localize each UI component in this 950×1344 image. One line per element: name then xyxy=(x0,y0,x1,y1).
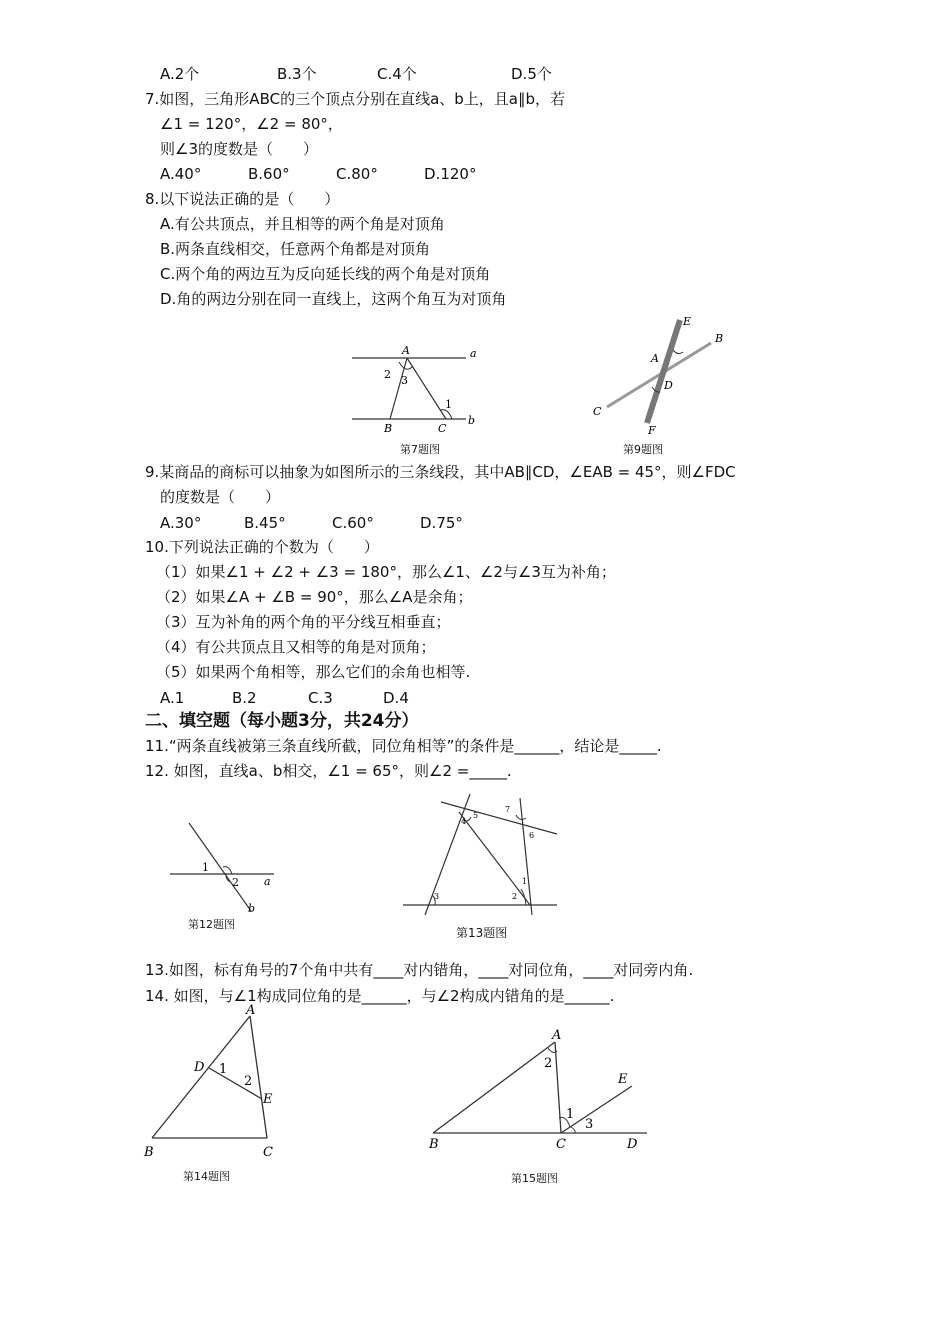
fig9-label-E: E xyxy=(683,315,692,328)
fig9-angle-a-arc xyxy=(673,350,683,354)
q10-item-2: （2）如果∠A + ∠B = 90°，那么∠A是余角； xyxy=(156,588,473,606)
fig9-label-C: C xyxy=(593,405,602,418)
fig13-line-left xyxy=(425,794,470,915)
q10-stem: 10.下列说法正确的个数为（ ） xyxy=(145,538,379,556)
q6-option-b: B.3个 xyxy=(277,65,317,83)
q9-option-d: D.75° xyxy=(420,514,463,532)
q7-stem-line2: ∠1 = 120°，∠2 = 80°， xyxy=(160,115,343,133)
q8-option-b: B.两条直线相交，任意两个角都是对顶角 xyxy=(160,240,431,258)
q10-item-1: （1）如果∠1 + ∠2 + ∠3 = 180°，那么∠1、∠2与∠3互为补角； xyxy=(156,563,616,581)
fig15-label-C: C xyxy=(556,1137,566,1152)
figure-15 xyxy=(425,1020,655,1160)
q7-options xyxy=(160,164,476,184)
fig7-side-ab xyxy=(390,358,407,419)
figure-12 xyxy=(160,815,290,915)
fig15-label-D: D xyxy=(627,1137,638,1152)
fig13-label-1: 1 xyxy=(522,877,528,886)
q9-options xyxy=(160,513,463,533)
fig7-label-a: a xyxy=(470,347,477,360)
q7-option-a: A.40° xyxy=(160,165,202,183)
fig14-label-C: C xyxy=(263,1145,273,1160)
fig14-segment-de xyxy=(209,1068,262,1099)
fig9-label-A: A xyxy=(651,352,659,365)
q6-options xyxy=(160,64,552,84)
q13: 13.如图，标有角号的7个角中共有____对内错角，____对同位角，____对同旁内角. xyxy=(145,961,694,979)
fig14-label-B: B xyxy=(144,1145,154,1160)
fig7-caption: 第7题图 xyxy=(400,443,440,456)
fig9-line-ef xyxy=(647,320,680,423)
fig13-label-6: 6 xyxy=(529,831,535,840)
q10-option-c: C.3 xyxy=(308,689,333,707)
q9-option-b: B.45° xyxy=(244,514,286,532)
fig9-label-D: D xyxy=(664,379,673,392)
fig14-label-D: D xyxy=(194,1060,205,1075)
fig13-line-diagonal xyxy=(459,812,530,905)
fig15-angle3-arc xyxy=(571,1127,575,1133)
q10-item-4: （4）有公共顶点且又相等的角是对顶角； xyxy=(156,638,436,656)
figure-7 xyxy=(340,340,490,440)
q14: 14. 如图，与∠1构成同位角的是______，与∠2构成内错角的是______. xyxy=(145,987,615,1005)
section-2-title: 二、填空题（每小题3分，共24分） xyxy=(145,711,419,731)
q9-option-a: A.30° xyxy=(160,514,202,532)
fig13-label-3: 3 xyxy=(434,892,440,901)
q10-options xyxy=(160,688,409,708)
fig7-label-b: b xyxy=(468,414,476,427)
fig14-label-1: 1 xyxy=(219,1062,228,1077)
fig9-caption: 第9题图 xyxy=(623,443,663,456)
fig15-label-E: E xyxy=(618,1072,628,1087)
q8-option-c: C.两个角的两边互为反向延长线的两个角是对顶角 xyxy=(160,265,491,283)
fig12-label-2: 2 xyxy=(232,876,239,889)
fig14-side-ba xyxy=(152,1016,253,1138)
fig7-angle1-arc xyxy=(440,410,452,419)
fig15-label-3: 3 xyxy=(585,1117,594,1132)
fig15-caption: 第15题图 xyxy=(511,1172,558,1185)
fig13-label-5: 5 xyxy=(473,811,479,820)
fig15-side-ac xyxy=(555,1042,561,1133)
q8-stem: 8.以下说法正确的是（ ） xyxy=(145,190,340,208)
fig7-label-C: C xyxy=(438,422,447,435)
fig7-label-A: A xyxy=(402,344,410,357)
fig12-label-a: a xyxy=(264,875,271,888)
fig14-label-E: E xyxy=(263,1092,273,1107)
q9-option-c: C.60° xyxy=(332,514,374,532)
fig7-label-1: 1 xyxy=(445,398,452,411)
fig13-caption: 第13题图 xyxy=(456,926,508,940)
q10-item-5: （5）如果两个角相等，那么它们的余角也相等. xyxy=(156,663,471,681)
q7-option-c: C.80° xyxy=(336,165,378,183)
fig15-label-1: 1 xyxy=(566,1107,575,1122)
q12: 12. 如图，直线a、b相交，∠1 = 65°，则∠2 =_____. xyxy=(145,762,512,780)
q10-option-d: D.4 xyxy=(383,689,409,707)
fig13-label-4: 4 xyxy=(461,817,467,826)
q7-stem-line1: 7.如图，三角形ABC的三个顶点分别在直线a、b上，且a∥b，若 xyxy=(145,90,566,108)
fig9-label-F: F xyxy=(648,424,656,437)
q10-option-a: A.1 xyxy=(160,689,185,707)
fig12-caption: 第12题图 xyxy=(188,918,235,931)
q8-option-d: D.角的两边分别在同一直线上，这两个角互为对顶角 xyxy=(160,290,507,308)
fig7-label-2: 2 xyxy=(384,368,391,381)
fig7-label-B: B xyxy=(384,422,393,435)
q6-option-a: A.2个 xyxy=(160,65,200,83)
fig9-label-B: B xyxy=(715,332,724,345)
q11: 11.“两条直线被第三条直线所截，同位角相等”的条件是______，结论是_____. xyxy=(145,737,662,755)
q9-stem-line1: 9.某商品的商标可以抽象为如图所示的三条线段，其中AB∥CD，∠EAB = 45°，则∠FDC xyxy=(145,463,736,481)
fig14-caption: 第14题图 xyxy=(183,1170,230,1183)
q6-option-d: D.5个 xyxy=(511,65,552,83)
q9-stem-line2: 的度数是（ ） xyxy=(160,488,281,506)
fig15-label-2: 2 xyxy=(544,1056,553,1071)
q10-item-3: （3）互为补角的两个角的平分线互相垂直； xyxy=(156,613,451,631)
q8-option-a: A.有公共顶点，并且相等的两个角是对顶角 xyxy=(160,215,445,233)
q7-option-b: B.60° xyxy=(248,165,290,183)
fig15-side-ba xyxy=(433,1042,555,1133)
fig12-line-b xyxy=(189,823,251,911)
fig14-label-2: 2 xyxy=(244,1074,253,1089)
fig13-label-7: 7 xyxy=(505,805,511,814)
fig13-line-right xyxy=(520,798,535,915)
fig14-side-ac xyxy=(250,1016,267,1138)
fig15-label-A: A xyxy=(552,1028,562,1043)
fig12-label-b: b xyxy=(248,902,256,915)
q7-stem-line3: 则∠3的度数是（ ） xyxy=(160,140,318,158)
figure-14 xyxy=(140,1000,290,1165)
fig15-label-B: B xyxy=(429,1137,439,1152)
fig13-label-2: 2 xyxy=(512,892,518,901)
fig12-label-1: 1 xyxy=(202,861,209,874)
q10-option-b: B.2 xyxy=(232,689,257,707)
q7-option-d: D.120° xyxy=(424,165,477,183)
figure-13 xyxy=(395,790,575,925)
fig14-label-A: A xyxy=(246,1003,256,1018)
q6-option-c: C.4个 xyxy=(377,65,417,83)
fig9-line-cb xyxy=(607,343,711,407)
figure-9 xyxy=(585,310,735,435)
fig7-label-3: 3 xyxy=(401,374,408,387)
fig13-line-top xyxy=(441,802,557,834)
